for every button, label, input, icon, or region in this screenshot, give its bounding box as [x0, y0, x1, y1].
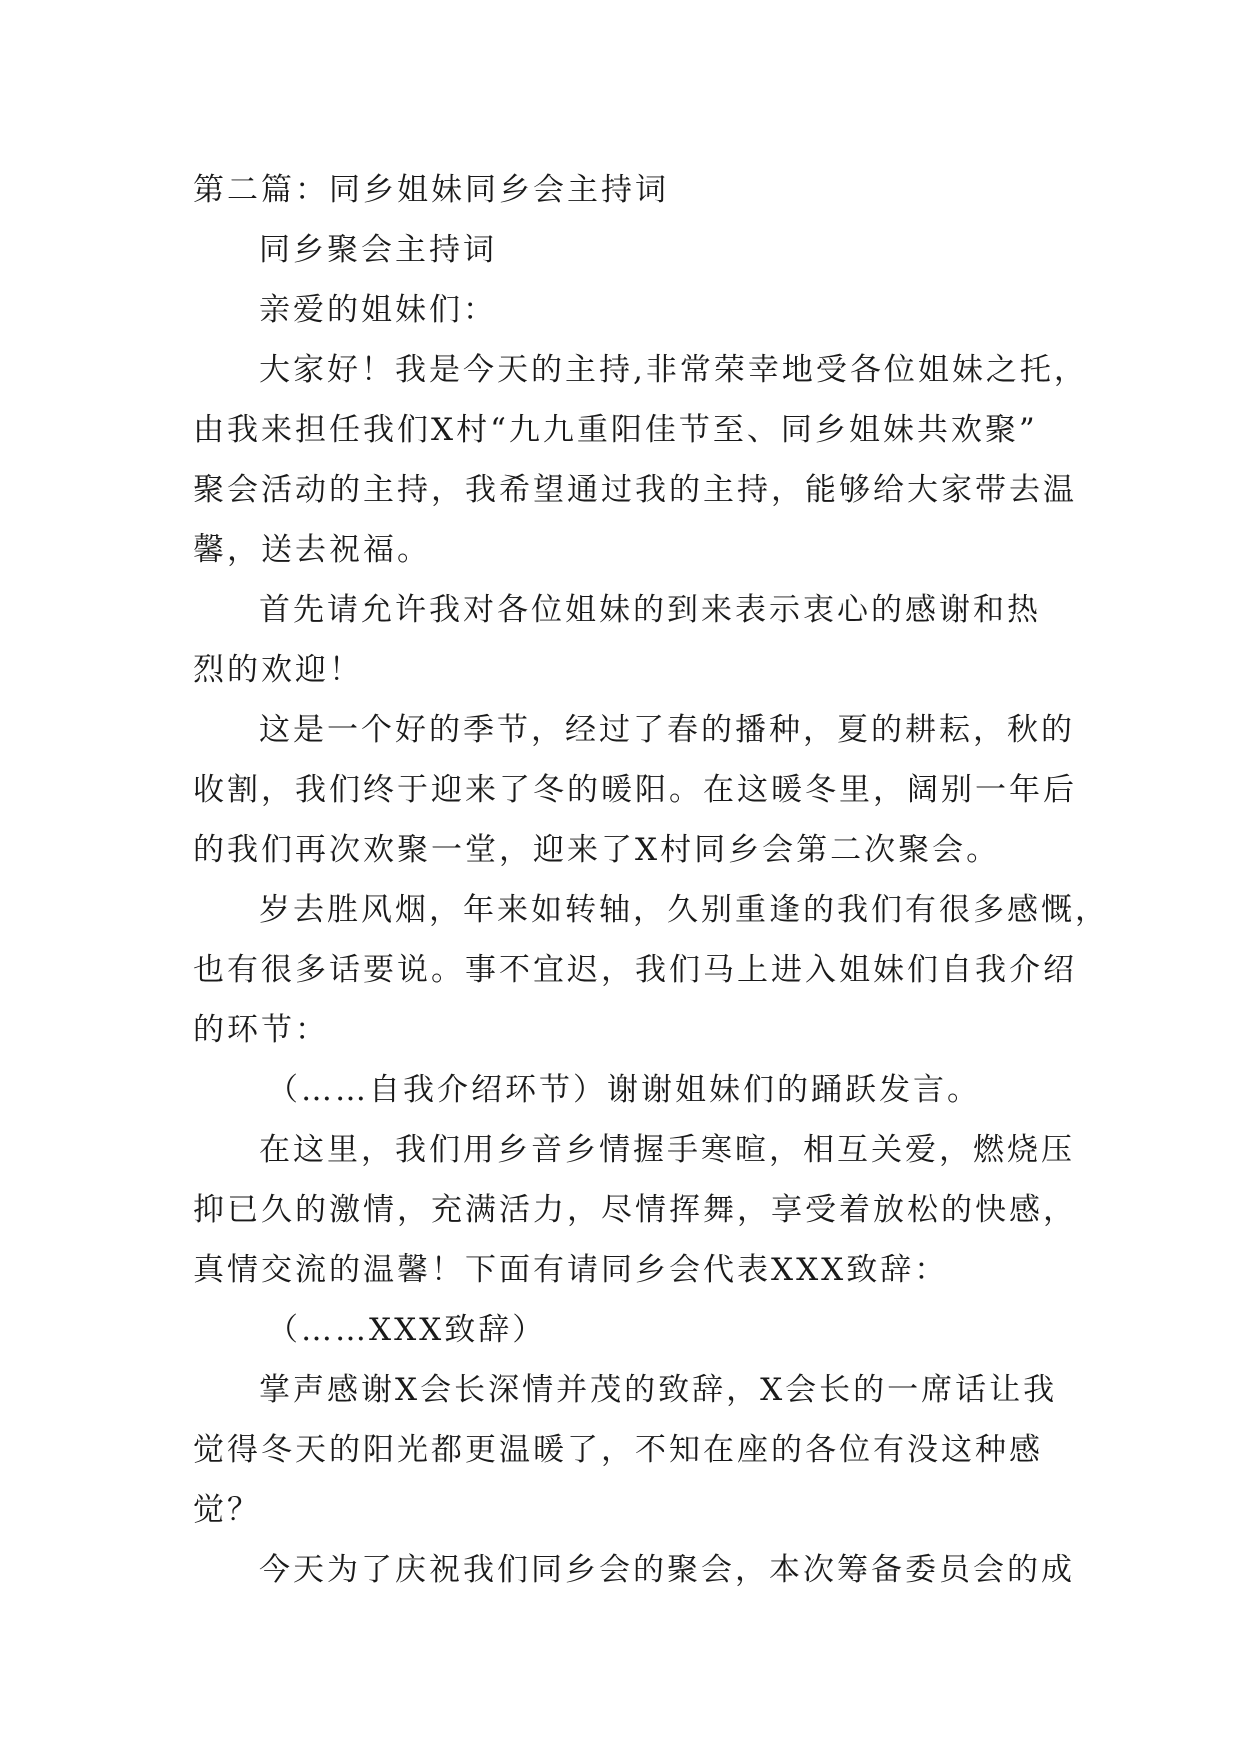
text-line: 由我来担任我们X村“九九重阳佳节至、同乡姐妹共欢聚” — [193, 412, 1038, 448]
text-line: （……XXX致辞） — [267, 1312, 547, 1348]
text-line: 抑已久的激情，充满活力，尽情挥舞，享受着放松的快感， — [193, 1192, 1077, 1228]
text-line: 亲爱的姐妹们： — [259, 292, 497, 328]
text-line: 大家好！我是今天的主持,非常荣幸地受各位姐妹之托， — [259, 352, 1088, 388]
document-title: 第二篇：同乡姐妹同乡会主持词 — [193, 172, 669, 208]
text-line: 的我们再次欢聚一堂，迎来了X村同乡会第二次聚会。 — [193, 832, 1001, 868]
text-line: 掌声感谢X会长深情并茂的致辞，X会长的一席话让我 — [259, 1372, 1058, 1408]
text-line: 聚会活动的主持，我希望通过我的主持，能够给大家带去温 — [193, 472, 1077, 508]
text-line: 真情交流的温馨！下面有请同乡会代表XXX致辞： — [193, 1252, 949, 1288]
text-line: 觉得冬天的阳光都更温暖了，不知在座的各位有没这种感 — [193, 1432, 1043, 1468]
text-line: 今天为了庆祝我们同乡会的聚会，本次筹备委员会的成 — [259, 1552, 1075, 1588]
text-line: 首先请允许我对各位姐妹的到来表示衷心的感谢和热 — [259, 592, 1041, 628]
text-line: 也有很多话要说。事不宜迟，我们马上进入姐妹们自我介绍 — [193, 952, 1077, 988]
text-line: 岁去胜风烟，年来如转轴，久别重逢的我们有很多感慨， — [259, 892, 1109, 928]
text-line: 的环节： — [193, 1012, 329, 1048]
text-line: 同乡聚会主持词 — [259, 232, 497, 268]
text-line: （……自我介绍环节）谢谢姐妹们的踊跃发言。 — [267, 1072, 981, 1108]
text-line: 收割，我们终于迎来了冬的暖阳。在这暖冬里，阔别一年后 — [193, 772, 1077, 808]
text-line: 馨，送去祝福。 — [193, 532, 431, 568]
text-line: 在这里，我们用乡音乡情握手寒暄，相互关爱，燃烧压 — [259, 1132, 1075, 1168]
text-line: 这是一个好的季节，经过了春的播种，夏的耕耘，秋的 — [259, 712, 1075, 748]
document-body — [193, 160, 1109, 1600]
text-line: 烈的欢迎！ — [193, 652, 363, 688]
text-line: 觉？ — [193, 1492, 261, 1528]
